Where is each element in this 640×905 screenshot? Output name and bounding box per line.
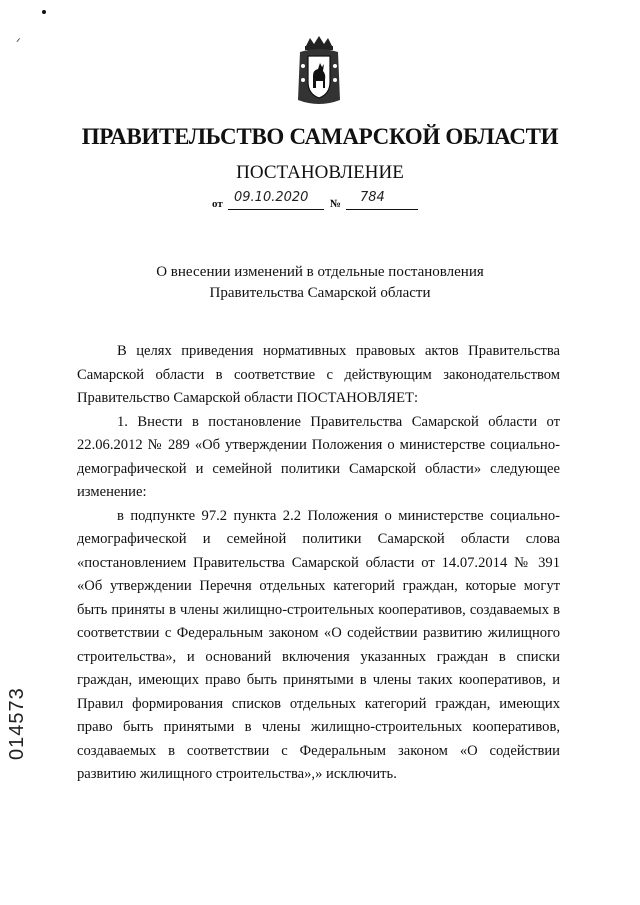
registration-number: 014573 [6, 687, 28, 760]
number-value: 784 [360, 190, 385, 205]
subject-line-2: Правительства Самарской области [209, 285, 431, 301]
number-prefix: № [330, 198, 342, 210]
date-prefix: от [212, 198, 223, 210]
document-body [77, 340, 560, 787]
samara-coat-of-arms-icon [296, 36, 342, 108]
subject-line-1: О внесении изменений в отдельные постановления [156, 264, 484, 280]
document-subject [0, 262, 640, 304]
government-title: ПРАВИТЕЛЬСТВО САМАРСКОЙ ОБЛАСТИ [81, 124, 559, 149]
document-type: ПОСТАНОВЛЕНИЕ [236, 162, 404, 183]
scan-dot [42, 10, 46, 14]
date-value: 09.10.2020 [234, 190, 309, 205]
date-number-line [212, 190, 432, 216]
clause-1-paragraph: 1. Внести в постановление Правительства Самарской области от 22.06.2012 № 289 «Об утверждении Положения о министерстве социально-демографической и семейной политики Самарской области» следующее изменение: [77, 413, 560, 500]
corner-mark: ᐟ [16, 37, 21, 49]
preamble-paragraph: В целях приведения нормативных правовых актов Правительства Самарской области в соответствие с действующим законодательством Правительство Самарской области ПОСТАНОВЛЯЕТ: [77, 343, 560, 406]
amendment-paragraph: в подпункте 97.2 пункта 2.2 Положения о министерстве социально-демографической и семейной политики Самарской области слова «постановлением Правительства Самарской области от 14.07.2014 № 391 «Об утверждении Перечня отдельных категорий граждан, которые могут быть приняты в члены жилищно-строительных кооперативов, создаваемых в соответствии с Федеральным законом «О содействии развитию жилищного строительства», и оснований включения указанных граждан в списки граждан, имеющих право быть принятыми в члены таких кооперативов, и Правил формирования списков отдельных категорий граждан, имеющих право быть принятыми в члены жилищно-строительных кооперативов, создаваемых в соответствии с Федеральным законом «О содействии развитию жилищного строительства»,» исключить. [77, 507, 560, 782]
